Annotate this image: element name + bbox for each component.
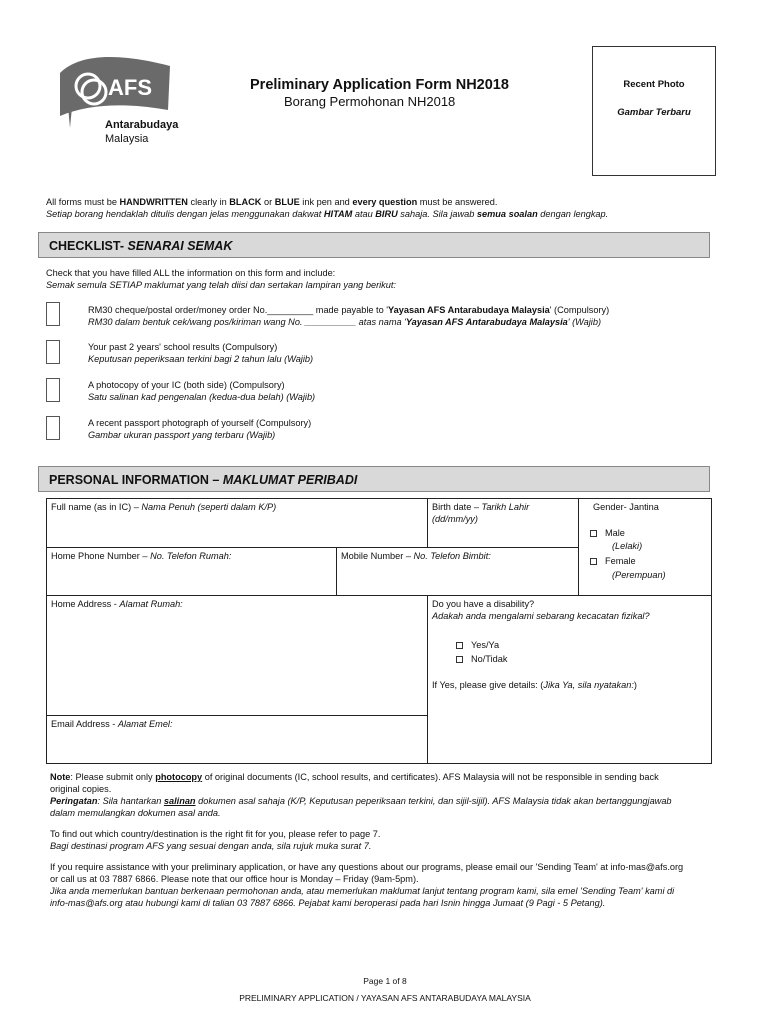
personal-info-heading: PERSONAL INFORMATION – MAKLUMAT PERIBADI [38, 466, 710, 492]
gender-male-my: (Lelaki) [612, 541, 643, 551]
running-footer: PRELIMINARY APPLICATION / YAYASAN AFS ANTARABUDAYA MALAYSIA [239, 993, 531, 1003]
disability-question-my: Adakah anda mengalami sebarang kecacatan fizikal? [432, 610, 650, 621]
photo-label: Recent Photo [623, 79, 685, 90]
checklist-item-ic-my: Satu salinan kad pengenalan (kedua-dua belah) (Wajib) [88, 392, 316, 402]
checkbox-icon [590, 530, 597, 537]
form-title: Preliminary Application Form NH2018 [250, 77, 509, 93]
checklist-checkbox-photo[interactable] [46, 416, 60, 440]
notes-section [50, 772, 690, 919]
checklist-checkbox-payment[interactable] [46, 302, 60, 326]
checklist-intro-en: Check that you have filled ALL the information on this form and include: [46, 268, 336, 278]
note-my: Peringatan: Sila hantarkan salinan dokumen asal sahaja (K/P, Keputusan peperiksaan terkini, dan sijil-sijil). AFS Malaysia tidak akan bertanggungjawab dalam memulangkan dokumen asal anda. [50, 795, 672, 818]
email-field[interactable]: Email Address - Alamat Emel: [46, 715, 428, 764]
checkbox-icon [456, 642, 463, 649]
checklist-item-photo-en: A recent passport photograph of yourself (Compulsory) [88, 418, 312, 428]
disability-details-label[interactable]: If Yes, please give details: (Jika Ya, sila nyatakan:) [432, 680, 637, 690]
assistance-note: If you require assistance with your preliminary application, or have any questions about our programs, please email our 'Sending Team' at info-mas@afs.org or call us at 03 7887 6866. Please note that our office hour is Monday – Friday (9am-5pm). Jika anda memerlukan bantuan berkenaan permohonan anda, atau memerlukan maklumat lanjut tentang program kami, sila emel 'Sending Team' kami di info-mas@afs.org atau hubungi kami di talian 03 7887 6866. Pejabat kami beroperasi pada hari Isnin hingga Jumaat (9 Pagi - 5 Petang). [50, 861, 684, 908]
checklist-item-payment-my: RM30 dalam bentuk cek/wang pos/kiriman wang No. __________ atas nama 'Yayasan AFS Antarabudaya Malaysia' (Wajib) [88, 317, 601, 327]
disability-option-no[interactable]: No/Tidak [456, 654, 507, 666]
checklist-heading: CHECKLIST- SENARAI SEMAK [38, 232, 710, 258]
checklist-checkbox-results[interactable] [46, 340, 60, 364]
disability-option-yes[interactable]: Yes/Ya [456, 640, 499, 652]
checkbox-icon [456, 656, 463, 663]
photo-box [592, 46, 716, 176]
form-subtitle: Borang Permohonan NH2018 [284, 94, 456, 109]
logo-afs-text: AFS [108, 75, 152, 100]
photo-label-my: Gambar Terbaru [617, 107, 691, 118]
gender-female-my: (Perempuan) [612, 570, 666, 580]
instructions-my: Setiap borang hendaklah ditulis dengan jelas menggunakan dakwat HITAM atau BIRU sahaja. Sila jawab semua soalan dengan lengkap. [46, 209, 609, 219]
disability-question: Do you have a disability? [432, 599, 535, 609]
gender-option-male[interactable]: Male [590, 528, 625, 540]
gender-option-female[interactable]: Female [590, 556, 636, 568]
checkbox-icon [590, 558, 597, 565]
checklist-item-ic-en: A photocopy of your IC (both side) (Compulsory) [88, 380, 285, 390]
page-number: Page 1 of 8 [363, 976, 407, 986]
full-name-field[interactable]: Full name (as in IC) – Nama Penuh (seperti dalam K/P) [46, 498, 428, 548]
checklist-item-photo-my: Gambar ukuran passport yang terbaru (Wajib) [88, 430, 276, 440]
checklist-checkbox-ic[interactable] [46, 378, 60, 402]
home-phone-field[interactable]: Home Phone Number – No. Telefon Rumah: [46, 547, 337, 596]
org-name: Antarabudaya [105, 119, 179, 131]
home-address-field[interactable]: Home Address - Alamat Rumah: [46, 595, 428, 716]
checklist-intro-my: Semak semula SETIAP maklumat yang telah diisi dan sertakan lampiran yang berikut: [46, 280, 396, 290]
instructions-en: All forms must be HANDWRITTEN clearly in BLACK or BLUE ink pen and every question must be answered. [46, 197, 498, 207]
note-en: Note: Please submit only photocopy of original documents (IC, school results, and certificates). AFS Malaysia will not be responsible in sending back original copies. [50, 772, 659, 794]
gender-label: Gender- Jantina [593, 502, 659, 512]
checklist-item-payment-en: RM30 cheque/postal order/money order No._________ made payable to 'Yayasan AFS Antarabudaya Malaysia' (Compulsory) [88, 305, 610, 315]
org-country: Malaysia [105, 133, 149, 145]
mobile-field[interactable]: Mobile Number – No. Telefon Bimbit: [336, 547, 579, 596]
birth-date-field[interactable]: Birth date – Tarikh Lahir (dd/mm/yy) [427, 498, 579, 548]
checklist-item-results-en: Your past 2 years' school results (Compulsory) [88, 342, 278, 352]
country-note: To find out which country/destination is the right fit for you, please refer to page 7. Bagi destinasi program AFS yang sesuai dengan anda, sila rujuk muka surat 7. [50, 828, 381, 851]
checklist-item-results-my: Keputusan peperiksaan terkini bagi 2 tahun lalu (Wajib) [88, 354, 314, 364]
